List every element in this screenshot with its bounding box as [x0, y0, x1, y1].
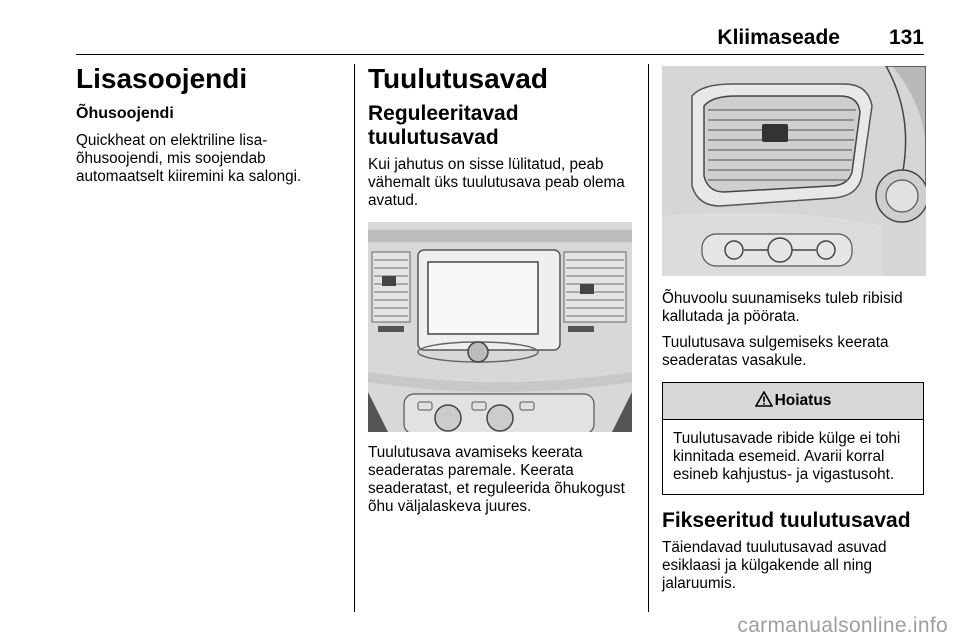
- section-heading-lisasoojendi: Lisasoojendi: [76, 63, 248, 94]
- column-divider-2: [648, 64, 649, 612]
- subheading-reguleeritavad: Reguleeritavad tuulutusavad: [368, 102, 519, 149]
- section-heading-tuulutusavad: Tuulutusavad: [368, 63, 548, 94]
- page-header: [76, 24, 924, 55]
- warning-text: Tuulutusavade ribide külge ei tohi kinnitada esemeid. Avarii korral esineb kahjustus- ja vigastusoht.: [673, 430, 901, 483]
- watermark: carmanualsonline.info: [737, 614, 948, 637]
- warning-triangle-icon: [755, 385, 773, 421]
- dashboard-vents-illustration: [368, 222, 632, 432]
- paragraph-airflow: Õhuvoolu suunamiseks tuleb ribisid kallutada ja pöörata.: [662, 290, 903, 325]
- vent-closeup-illustration: [662, 66, 926, 276]
- column-1: [76, 62, 346, 186]
- paragraph-quickheat: Quickheat on elektriline lisa-õhusoojendi, mis soojendab automaatselt kiiremini ka salongi.: [76, 132, 302, 185]
- paragraph-caption: Tuulutusava avamiseks keerata seaderatas paremale. Keerata seaderatast, et reguleerida õhukogust õhu väljalaskeva juures.: [368, 444, 625, 515]
- paragraph-intro: Kui jahutus on sisse lülitatud, peab vähemalt üks tuulutusava peab olema avatud.: [368, 156, 625, 209]
- chapter-title: Kliimaseade: [717, 26, 840, 49]
- paragraph-fixed-vents: Täiendavad tuulutusavad asuvad esiklaasi ja külgakende all ning jalaruumis.: [662, 539, 887, 592]
- warning-box: [662, 382, 924, 495]
- column-2: [368, 62, 634, 516]
- warning-title: Hoiatus: [774, 392, 832, 409]
- subheading-fikseeritud: Fikseeritud tuulutusavad: [662, 509, 911, 532]
- subheading-ohusoojendi: Õhusoojendi: [76, 105, 174, 122]
- paragraph-close-vent: Tuulutusava sulgemiseks keerata seaderatas vasakule.: [662, 334, 889, 369]
- dashboard-vents-drawing: [368, 222, 632, 432]
- column-3: [662, 62, 926, 593]
- column-divider-1: [354, 64, 355, 612]
- page-number: 131: [888, 26, 924, 49]
- warning-header: [663, 383, 923, 420]
- vent-closeup-drawing: [662, 66, 926, 276]
- warning-body: [663, 420, 923, 494]
